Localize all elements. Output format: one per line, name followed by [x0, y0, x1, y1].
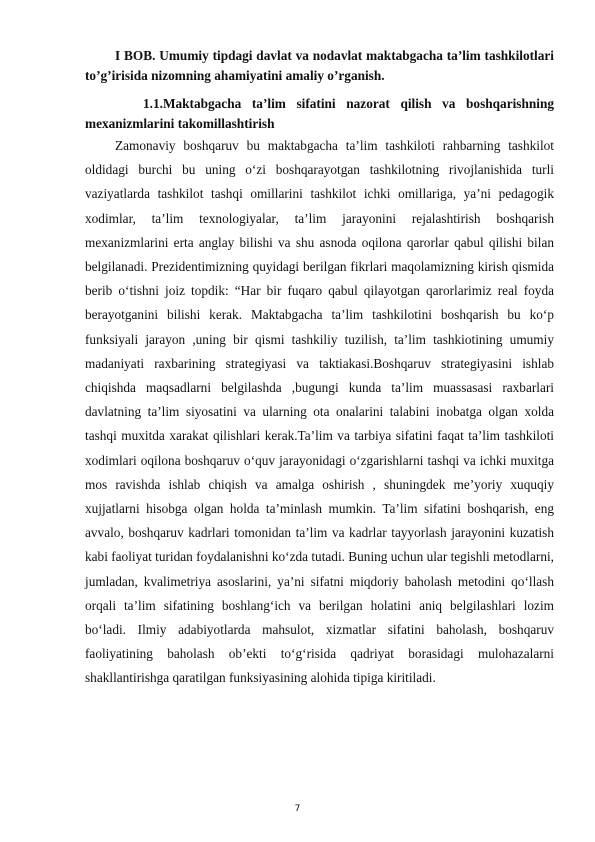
document-page [85, 46, 554, 691]
chapter-heading: I BOB. Umumiy tipdagi davlat va nodavlat maktabgacha ta’lim tashkilotlari to’g’irisida nizomning ahamiyatini amaliy o’rganish. [85, 48, 554, 83]
section-heading: 1.1.Maktabgacha ta’lim sifatini nazorat qilish va boshqarishning mexanizmlarini takomillashtirish [85, 96, 554, 131]
page-number: 7 [294, 804, 301, 814]
body-paragraph: Zamonaviy boshqaruv bu maktabgacha ta’lim tashkiloti rahbarning tashkilot oldidagi burchi bu uning o‘zi boshqarayotgan tashkilotning rivojlanishida turli vaziyatlarda tashkilot tashqi omillarini tashkilot ichki omillariga, ya’ni pedagogik xodimlar, ta’lim texnologiyalar, ta’lim jarayonini rejalashtirish boshqarish mexanizmlarini erta anglay bilishi va shu asnoda oqilona qarorlar qabul qilishi bilan belgilanadi. Prezidentimizning quyidagi berilgan fikrlari maqolamizning kirish qismida berib o‘tishni joiz topdik: “Har bir fuqaro qabul qilayotgan qarorlarimiz real foyda berayotganini bilishi kerak. Maktabgacha ta’lim tashkilotini boshqarish bu ko‘p funksiyali jarayon ,uning bir qismi tashkiliy tuzilish, ta’lim tashkiotining umumiy madaniyati raxbarining strategiyasi va taktiakasi.Boshqaruv strategiyasini ishlab chiqishda maqsadlarni belgilashda ,bugungi kunda ta’lim muassasasi raxbarlari davlatning ta’lim siyosatini va ularning ota onalarini talabini inobatga olgan xolda tashqi muxitda xarakat qilishlari kerak.Ta’lim va tarbiya sifatini faqat ta’lim tashkiloti xodimlari oqilona boshqaruv o‘quv jarayonidagi o‘zgarishlarni tashqi va ichki muxitga mos ravishda ishlab chiqish va amalga oshirish , shuningdek me’yoriy xuquqiy xujjatlarni hisobga olgan holda ta’minlash mumkin. Ta’lim sifatini boshqarish, eng avvalo, boshqaruv kadrlari tomonidan ta’lim va kadrlar tayyorlash jarayonini kuzatish kabi faoliyat turidan foydalanishni ko‘zda tutadi. Buning uchun ular tegishli metodlarni, jumladan, kvalimetriya asoslarini, ya’ni sifatni miqdoriy baholash metodini qo‘llash orqali ta’lim sifatining boshlang‘ich va berilgan holatini aniq belgilashlari lozim bo‘ladi. Ilmiy adabiyotlarda mahsulot, xizmatlar sifatini baholash, boshqaruv faoliyatining baholash ob’ekti to‘g‘risida qadriyat borasidagi mulohazalarni shakllantirishga qaratilgan funksiyasining alohida tipiga kiritiladi. [85, 138, 554, 686]
